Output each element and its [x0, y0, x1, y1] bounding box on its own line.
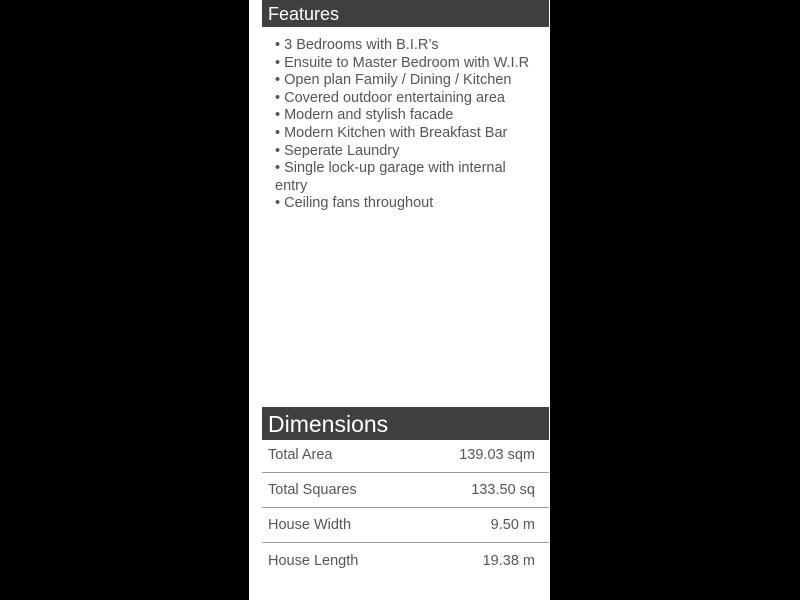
dimension-label: House Length [268, 552, 359, 569]
dimension-value: 9.50 m [490, 517, 535, 533]
table-row [262, 438, 549, 473]
feature-item: • Single lock-up garage with internal entry [275, 160, 506, 194]
table-row [262, 473, 549, 508]
dimension-label: Total Area [268, 447, 333, 463]
table-row [262, 508, 549, 543]
dimension-value: 19.38 m [482, 552, 535, 569]
feature-item: • Covered outdoor entertaining area [275, 89, 505, 106]
dimension-label: Total Squares [268, 482, 357, 498]
feature-item: • Open plan Family / Dining / Kitchen [275, 72, 512, 89]
feature-item: • Modern and stylish facade [275, 107, 454, 124]
dimensions-table [262, 438, 549, 578]
content-panel [249, 0, 550, 600]
dimension-value: 139.03 sqm [459, 447, 535, 463]
features-list [275, 37, 537, 213]
feature-item: • Ceiling fans throughout [275, 195, 434, 212]
dimension-label: House Width [268, 517, 352, 533]
feature-item: • 3 Bedrooms with B.I.R’s [275, 37, 439, 53]
features-heading: Features [262, 0, 549, 27]
feature-item: • Modern Kitchen with Breakfast Bar [275, 124, 508, 141]
dimension-value: 133.50 sq [471, 482, 535, 498]
dimensions-heading: Dimensions [262, 407, 549, 440]
feature-item: • Ensuite to Master Bedroom with W.I.R [275, 54, 530, 71]
table-row [262, 543, 549, 578]
feature-item: • Seperate Laundry [275, 142, 400, 159]
